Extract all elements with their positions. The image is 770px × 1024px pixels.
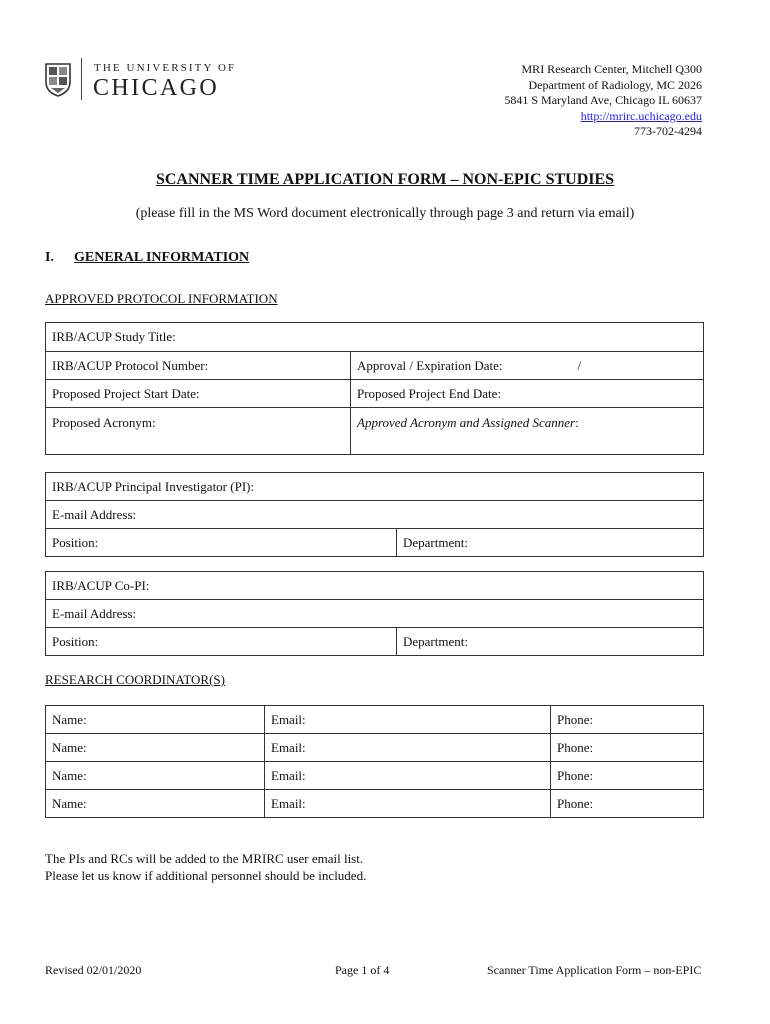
phone-number: 773-702-4294	[634, 124, 702, 138]
approval-date-field[interactable]	[351, 352, 704, 380]
table-row	[46, 734, 704, 762]
study-title-field[interactable]: IRB/ACUP Study Title:	[46, 323, 704, 352]
section-number: I.	[45, 250, 54, 265]
address-line: MRI Research Center, Mitchell Q300	[521, 62, 702, 76]
acronym-field[interactable]: Proposed Acronym:	[46, 408, 351, 455]
address-line: Department of Radiology, MC 2026	[528, 77, 702, 92]
logo-divider	[81, 58, 82, 100]
section-title: GENERAL INFORMATION	[74, 250, 250, 265]
coordinator-name-field[interactable]: Name:	[46, 706, 265, 734]
coordinator-name-field[interactable]: Name:	[46, 790, 265, 818]
copi-department-field[interactable]: Department:	[397, 628, 704, 656]
copi-email-field[interactable]: E-mail Address:	[46, 600, 704, 628]
coordinator-phone-field[interactable]: Phone:	[551, 706, 704, 734]
website-link[interactable]: http://mrirc.uchicago.edu	[580, 108, 702, 123]
table-row	[46, 762, 704, 790]
logo-text-main: CHICAGO	[93, 75, 220, 101]
coordinators-table	[45, 705, 704, 818]
university-crest-icon	[44, 62, 72, 98]
footer-revised: Revised 02/01/2020	[45, 963, 142, 977]
form-title: SCANNER TIME APPLICATION FORM – NON-EPIC STUDIES	[155, 171, 615, 188]
form-subtitle: (please fill in the MS Word document electronically through page 3 and return via email)	[135, 206, 635, 221]
coordinators-heading: RESEARCH COORDINATOR(S)	[45, 672, 225, 687]
approved-acronym-label: Approved Acronym and Assigned Scanner	[357, 415, 576, 430]
protocol-heading: APPROVED PROTOCOL INFORMATION	[45, 291, 278, 306]
address-block	[504, 62, 702, 140]
copi-position-field[interactable]: Position:	[46, 628, 397, 656]
footer-page-number: Page 1 of 4	[335, 963, 390, 977]
address-line: 5841 S Maryland Ave, Chicago IL 60637	[504, 93, 702, 107]
start-date-field[interactable]: Proposed Project Start Date:	[46, 380, 351, 408]
protocol-table	[45, 322, 704, 455]
pi-department-field[interactable]: Department:	[397, 529, 704, 557]
date-separator: /	[577, 357, 582, 373]
coordinator-email-field[interactable]: Email:	[265, 706, 551, 734]
pi-name-field[interactable]: IRB/ACUP Principal Investigator (PI):	[46, 473, 704, 501]
table-row	[46, 706, 704, 734]
approved-acronym-field[interactable]	[351, 408, 704, 455]
copi-name-field[interactable]: IRB/ACUP Co-PI:	[46, 572, 704, 600]
pi-table	[45, 472, 704, 557]
coordinator-phone-field[interactable]: Phone:	[551, 790, 704, 818]
coordinator-phone-field[interactable]: Phone:	[551, 762, 704, 790]
copi-table	[45, 571, 704, 656]
note-line: Please let us know if additional personnel should be included.	[45, 868, 367, 883]
personnel-note	[45, 850, 366, 884]
logo-text-top: THE UNIVERSITY OF	[94, 62, 237, 74]
footer-form-name: Scanner Time Application Form – non-EPIC	[487, 963, 702, 977]
coordinator-email-field[interactable]: Email:	[265, 734, 551, 762]
pi-email-field[interactable]: E-mail Address:	[46, 501, 704, 529]
approval-date-label: Approval / Expiration Date:	[357, 357, 503, 373]
note-line: The PIs and RCs will be added to the MRIRC user email list.	[45, 851, 364, 866]
coordinator-name-field[interactable]: Name:	[46, 762, 265, 790]
coordinator-phone-field[interactable]: Phone:	[551, 734, 704, 762]
table-row	[46, 790, 704, 818]
protocol-number-field[interactable]: IRB/ACUP Protocol Number:	[46, 352, 351, 380]
pi-position-field[interactable]: Position:	[46, 529, 397, 557]
coordinator-email-field[interactable]: Email:	[265, 790, 551, 818]
end-date-field[interactable]: Proposed Project End Date:	[351, 380, 704, 408]
coordinator-name-field[interactable]: Name:	[46, 734, 265, 762]
coordinator-email-field[interactable]: Email:	[265, 762, 551, 790]
approved-acronym-colon: :	[575, 415, 579, 430]
